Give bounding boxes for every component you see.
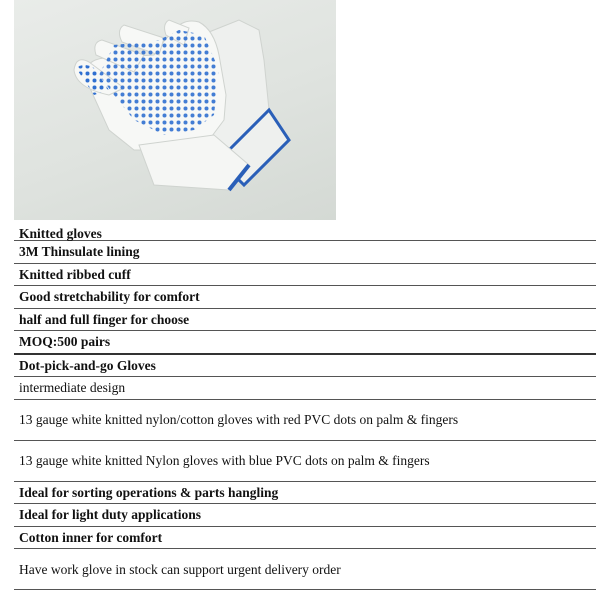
table-row bbox=[14, 331, 596, 354]
spec-cell: MOQ:500 pairs bbox=[14, 331, 596, 354]
spec-cell: Good stretchability for comfort bbox=[14, 286, 596, 309]
table-row bbox=[14, 399, 596, 440]
table-row bbox=[14, 354, 596, 377]
spec-cell: Knitted gloves bbox=[14, 228, 596, 241]
product-photo bbox=[14, 0, 336, 220]
table-row bbox=[14, 263, 596, 286]
spec-cell: Ideal for light duty applications bbox=[14, 504, 596, 527]
spec-cell: intermediate design bbox=[14, 377, 596, 400]
spec-cell: 3M Thinsulate lining bbox=[14, 241, 596, 264]
spec-cell: 13 gauge white knitted nylon/cotton gloves with red PVC dots on palm & fingers bbox=[14, 399, 596, 440]
spec-cell: Dot-pick-and-go Gloves bbox=[14, 354, 596, 377]
spec-cell: 13 gauge white knitted Nylon gloves with blue PVC dots on palm & fingers bbox=[14, 440, 596, 481]
table-row bbox=[14, 228, 596, 241]
table-row bbox=[14, 504, 596, 527]
table-row bbox=[14, 377, 596, 400]
spec-cell: Have work glove in stock can support urgent delivery order bbox=[14, 549, 596, 590]
knitted-glove-photo bbox=[14, 0, 336, 220]
spec-cell: half and full finger for choose bbox=[14, 308, 596, 331]
table-row bbox=[14, 241, 596, 264]
table-row bbox=[14, 526, 596, 549]
table-row bbox=[14, 286, 596, 309]
spec-cell: Cotton inner for comfort bbox=[14, 526, 596, 549]
table-row bbox=[14, 549, 596, 590]
spec-cell: Knitted ribbed cuff bbox=[14, 263, 596, 286]
spec-table bbox=[14, 228, 596, 590]
table-row bbox=[14, 440, 596, 481]
spec-cell: Ideal for sorting operations & parts hangling bbox=[14, 481, 596, 504]
table-row bbox=[14, 481, 596, 504]
table-row bbox=[14, 308, 596, 331]
